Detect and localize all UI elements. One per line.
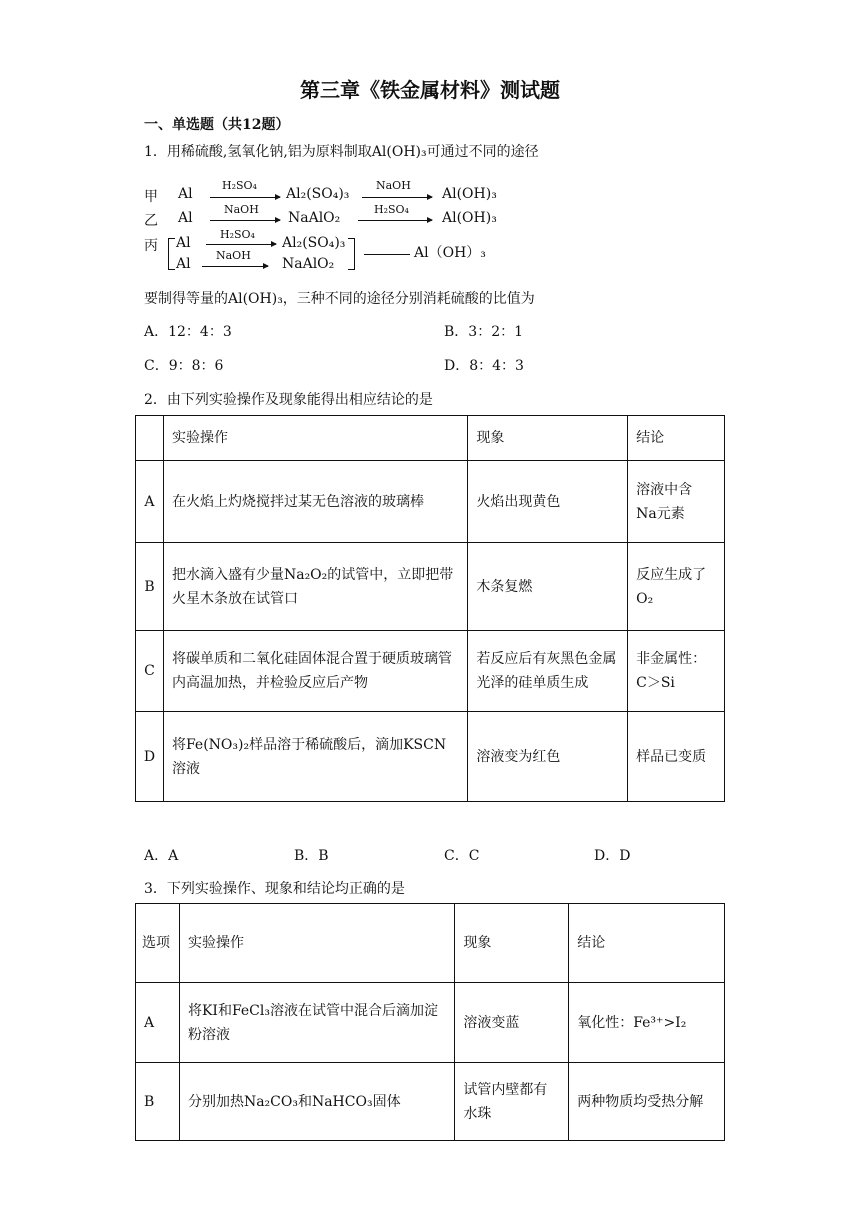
route-bing-prod1: Al₂(SO₄)₃ xyxy=(282,235,346,251)
q2-option-c[interactable]: C．C xyxy=(444,848,480,864)
question-1-stem: 1．用稀硫酸,氢氧化钠,铝为原料制取Al(OH)₃可通过不同的途径 xyxy=(144,144,539,160)
table-row xyxy=(136,983,725,1063)
q3-header-phenomenon: 现象 xyxy=(455,904,569,983)
route-yi-reagent2: H₂SO₄ xyxy=(374,203,409,216)
q2-table-header xyxy=(136,416,725,461)
route-jia-mid: Al₂(SO₄)₃ xyxy=(286,186,350,202)
table-row xyxy=(136,543,725,631)
route-bing-arrow2 xyxy=(202,266,268,267)
row-operation: 将KI和FeCl₃溶液在试管中混合后滴加淀粉溶液 xyxy=(179,983,454,1063)
question-1-ask: 要制得等量的Al(OH)₃，三种不同的途径分别消耗硫酸的比值为 xyxy=(144,291,535,307)
q2-option-d[interactable]: D．D xyxy=(594,848,631,864)
route-jia-start: Al xyxy=(178,186,193,202)
route-yi-arrow2 xyxy=(358,220,432,221)
q2-option-b[interactable]: B．B xyxy=(294,848,329,864)
route-bing-start1: Al xyxy=(176,235,191,251)
q2-header-operation: 实验操作 xyxy=(163,416,467,461)
route-yi-arrow1 xyxy=(210,220,280,221)
route-bing-reagent1: H₂SO₄ xyxy=(220,228,255,241)
row-key: B xyxy=(136,1063,180,1141)
route-bing-line xyxy=(364,254,410,255)
row-key: B xyxy=(136,543,164,631)
row-operation: 在火焰上灼烧搅拌过某无色溶液的玻璃棒 xyxy=(163,461,467,543)
q3-table xyxy=(135,903,725,1141)
route-yi-mid: NaAlO₂ xyxy=(288,210,341,226)
row-phenomenon: 若反应后有灰黑色金属光泽的硅单质生成 xyxy=(468,631,628,712)
route-jia-reagent2: NaOH xyxy=(376,179,411,192)
route-jia-label: 甲 xyxy=(144,189,158,205)
route-jia-reagent1: H₂SO₄ xyxy=(222,179,257,192)
row-conclusion: 溶液中含 Na元素 xyxy=(628,461,725,543)
route-bing-end: Al（OH）₃ xyxy=(414,245,486,261)
row-key: A xyxy=(136,983,180,1063)
table-row xyxy=(136,631,725,712)
q3-header-conclusion: 结论 xyxy=(569,904,725,983)
q1-option-c[interactable]: C．9：8：6 xyxy=(144,358,224,374)
q1-option-a[interactable]: A．12：4：3 xyxy=(144,324,232,340)
question-2-stem: 2．由下列实验操作及现象能得出相应结论的是 xyxy=(144,392,433,408)
q3-table-header xyxy=(136,904,725,983)
table-row xyxy=(136,712,725,802)
route-bing-right-brace xyxy=(348,238,355,270)
route-bing-label: 丙 xyxy=(144,238,158,254)
row-phenomenon: 溶液变蓝 xyxy=(455,983,569,1063)
route-jia-arrow2 xyxy=(362,197,432,198)
row-conclusion: 氧化性：Fe³⁺>I₂ xyxy=(569,983,725,1063)
route-yi-start: Al xyxy=(178,210,193,226)
reaction-route-diagram xyxy=(144,180,524,272)
row-conclusion: 反应生成了O₂ xyxy=(628,543,725,631)
row-key: C xyxy=(136,631,164,712)
route-bing-left-brace xyxy=(168,238,175,270)
route-jia-arrow1 xyxy=(210,197,280,198)
route-jia-end: Al(OH)₃ xyxy=(442,186,497,202)
table-row xyxy=(136,1063,725,1141)
route-yi-end: Al(OH)₃ xyxy=(442,210,497,226)
row-conclusion: 非金属性：C＞Si xyxy=(628,631,725,712)
row-conclusion: 样品已变质 xyxy=(628,712,725,802)
q3-header-operation: 实验操作 xyxy=(179,904,454,983)
row-operation: 分别加热Na₂CO₃和NaHCO₃固体 xyxy=(179,1063,454,1141)
question-3-stem: 3．下列实验操作、现象和结论均正确的是 xyxy=(144,881,405,897)
row-phenomenon: 溶液变为红色 xyxy=(468,712,628,802)
row-phenomenon: 木条复燃 xyxy=(468,543,628,631)
section-heading: 一、单选题（共12题） xyxy=(144,117,290,133)
route-bing-start2: Al xyxy=(176,256,191,272)
q3-header-option: 选项 xyxy=(136,904,180,983)
page-title: 第三章《铁金属材料》测试题 xyxy=(300,78,560,102)
row-phenomenon: 试管内壁都有水珠 xyxy=(455,1063,569,1141)
row-operation: 将碳单质和二氧化硅固体混合置于硬质玻璃管内高温加热，并检验反应后产物 xyxy=(163,631,467,712)
row-key: D xyxy=(136,712,164,802)
route-bing-prod2: NaAlO₂ xyxy=(282,256,335,272)
q2-header-phenomenon: 现象 xyxy=(468,416,628,461)
q2-header-blank xyxy=(136,416,164,461)
q2-table xyxy=(135,415,725,802)
q2-option-a[interactable]: A．A xyxy=(144,848,179,864)
route-bing-reagent2: NaOH xyxy=(216,249,251,262)
route-yi-reagent1: NaOH xyxy=(224,203,259,216)
row-phenomenon: 火焰出现黄色 xyxy=(468,461,628,543)
route-yi-label: 乙 xyxy=(144,213,158,229)
q1-option-b[interactable]: B．3：2：1 xyxy=(444,324,524,340)
row-operation: 将Fe(NO₃)₂样品溶于稀硫酸后，滴加KSCN溶液 xyxy=(163,712,467,802)
row-conclusion: 两种物质均受热分解 xyxy=(569,1063,725,1141)
q2-header-conclusion: 结论 xyxy=(628,416,725,461)
table-row xyxy=(136,461,725,543)
route-bing-arrow1 xyxy=(206,244,276,245)
q1-option-d[interactable]: D．8：4：3 xyxy=(444,358,524,374)
row-key: A xyxy=(136,461,164,543)
row-operation: 把水滴入盛有少量Na₂O₂的试管中，立即把带火星木条放在试管口 xyxy=(163,543,467,631)
